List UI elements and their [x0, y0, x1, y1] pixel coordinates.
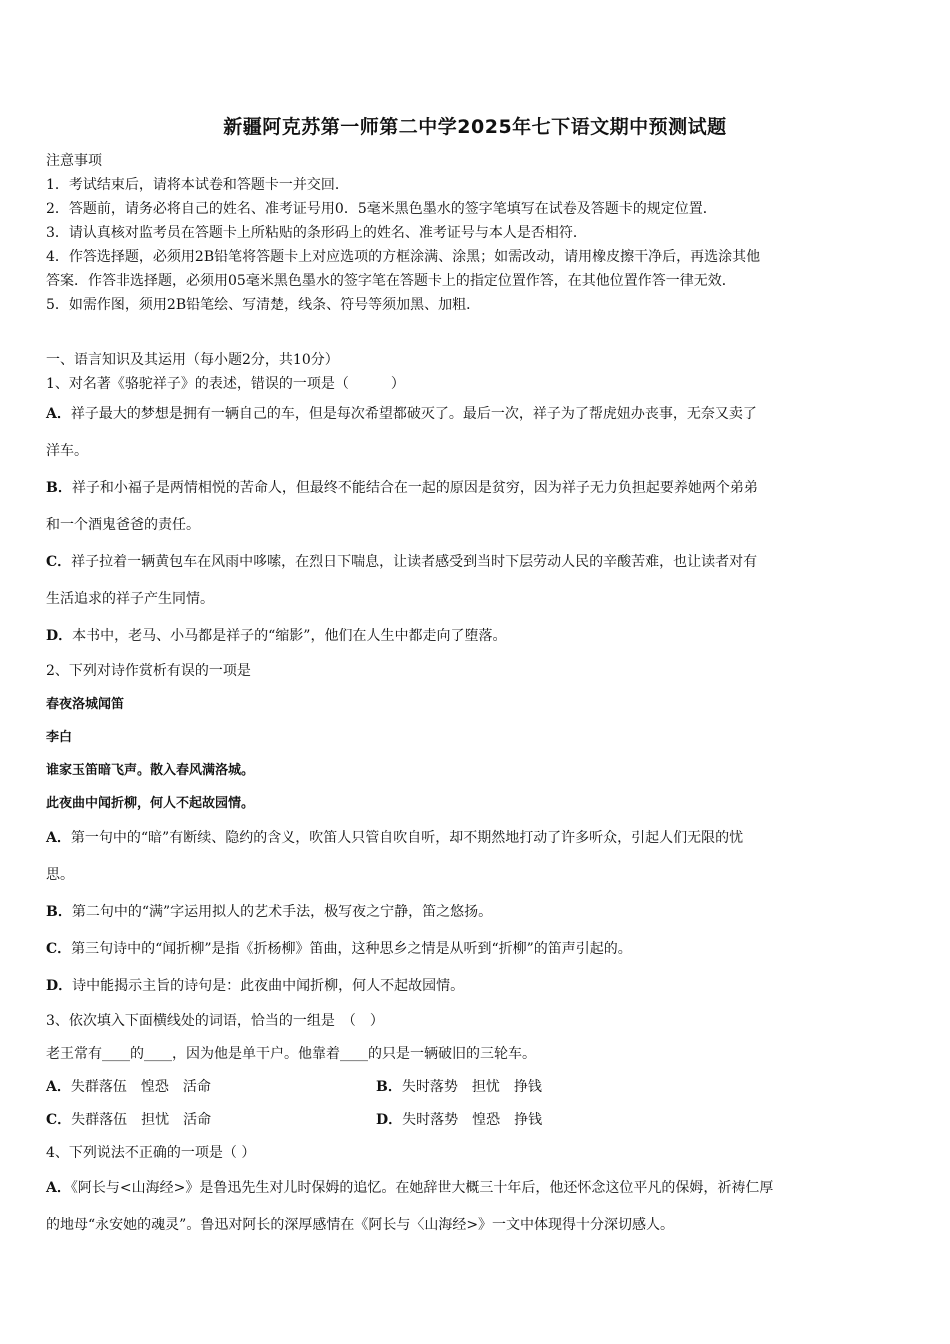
- option-d: [46, 968, 908, 1005]
- option-a: [46, 396, 908, 470]
- page-title: 新疆阿克苏第一师第二中学2025年七下语文期中预测试题: [223, 116, 727, 138]
- option-text: 失时落势 惶恐 挣钱: [402, 1112, 543, 1128]
- option-label: A．: [46, 406, 71, 422]
- poem-title: 春夜洛城闻笛: [46, 697, 125, 712]
- question-stem: 4、下列说法不正确的一项是（ ）: [46, 1145, 256, 1161]
- option-b: [46, 470, 908, 544]
- notice-item: 2．答题前，请务必将自己的姓名、准考证号用0．5毫米黑色墨水的签字笔填写在试卷及答题卡的规定位置．: [46, 201, 717, 217]
- option-d: [376, 1104, 706, 1137]
- section-heading: 一、语言知识及其运用（每小题2分，共10分）: [46, 352, 339, 368]
- notice-heading: 注意事项: [46, 153, 102, 169]
- notice-item: 5．如需作图，须用2B铅笔绘、写清楚，线条、符号等须加黑、加粗．: [46, 297, 481, 313]
- option-label: B．: [46, 904, 72, 920]
- option-label: B．: [376, 1079, 402, 1095]
- option-label: B．: [46, 480, 72, 496]
- notice-section: [46, 149, 908, 317]
- option-label: A．: [46, 1180, 71, 1196]
- option-c: [46, 544, 908, 618]
- option-label: C．: [46, 1112, 72, 1128]
- poem-line: 此夜曲中闻折柳，何人不起故园情。: [46, 796, 255, 811]
- option-text: 失群落伍 担忧 活命: [71, 1112, 212, 1128]
- option-text: 第三句诗中的“闻折柳”是指《折杨柳》笛曲，这种思乡之情是从听到“折柳”的笛声引起的。: [71, 941, 632, 957]
- poem-author: 李白: [46, 730, 73, 745]
- option-label: D．: [46, 978, 73, 994]
- question-1: [46, 372, 908, 1244]
- option-a: [46, 1071, 376, 1104]
- notice-item: 3．请认真核对监考员在答题卡上所粘贴的条形码上的姓名、准考证号与本人是否相符．: [46, 225, 587, 241]
- option-text: 本书中，老马、小马都是祥子的“缩影”，他们在人生中都走向了堕落。: [72, 628, 507, 644]
- poem: [46, 688, 908, 820]
- poem-line: 谁家玉笛暗飞声。散入春风满洛城。: [46, 763, 255, 778]
- option-a: [46, 820, 908, 894]
- question-stem: 2、下列对诗作赏析有误的一项是: [46, 663, 251, 679]
- option-text: 祥子和小福子是两情相悦的苦命人，但最终不能结合在一起的原因是贫穷，因为祥子无力负担起要养她两个弟弟: [71, 480, 758, 496]
- question-stem: 3、依次填入下面横线处的词语，恰当的一组是 （ ）: [46, 1013, 384, 1029]
- option-row: [46, 1071, 908, 1104]
- question-sentence: 老王常有____的____，因为他是单干户。他靠着____的只是一辆破旧的三轮车。: [46, 1046, 536, 1062]
- option-b: [376, 1071, 706, 1104]
- option-text: 祥子最大的梦想是拥有一辆自己的车，但是每次希望都破灭了。最后一次，祥子为了帮虎妞办丧事，无奈又卖了: [70, 406, 757, 422]
- option-label: A．: [46, 830, 71, 846]
- option-label: D．: [376, 1112, 403, 1128]
- option-c: [46, 931, 908, 968]
- option-c: [46, 1104, 376, 1137]
- notice-item: 4．作答选择题，必须用2B铅笔将答题卡上对应选项的方框涂满、涂黑；如需改动，请用橡皮擦干净后，再选涂其他: [46, 249, 761, 265]
- option-a: [46, 1170, 908, 1244]
- option-text: 失时落势 担忧 挣钱: [401, 1079, 542, 1095]
- notice-item: 答案．作答非选择题，必须用05毫米黑色墨水的签字笔在答题卡上的指定位置作答，在其他位置作答一律无效．: [46, 273, 736, 289]
- option-text: 《阿长与<山海经>》是鲁迅先生对儿时保姆的追忆。在她辞世大概三十年后，他还怀念这位平凡的保姆，祈祷仁厚: [70, 1180, 774, 1196]
- option-text: 洋车。: [46, 443, 88, 459]
- question-stem: 1、对名著《骆驼祥子》的表述，错误的一项是（ ）: [46, 376, 405, 392]
- option-text: 第二句中的“满”字运用拟人的艺术手法，极写夜之宁静，笛之悠扬。: [71, 904, 493, 920]
- option-row: [46, 1104, 908, 1137]
- option-d: [46, 618, 908, 655]
- option-text: 生活追求的祥子产生同情。: [46, 591, 214, 607]
- option-b: [46, 894, 908, 931]
- option-text: 失群落伍 惶恐 活命: [70, 1079, 211, 1095]
- option-label: A．: [46, 1079, 71, 1095]
- option-text: 祥子拉着一辆黄包车在风雨中哆嗦，在烈日下喘息，让读者感受到当时下层劳动人民的辛酸苦难，也让读者对有: [71, 554, 758, 570]
- option-text: 诗中能揭示主旨的诗句是：此夜曲中闻折柳，何人不起故园情。: [72, 978, 465, 994]
- notice-item: 1．考试结束后，请将本试卷和答题卡一并交回．: [46, 177, 349, 193]
- option-label: C．: [46, 554, 72, 570]
- option-text: 的地母“永安她的魂灵”。鲁迅对阿长的深厚感情在《阿长与〈山海经>》一文中体现得十分深切感人。: [46, 1217, 675, 1233]
- option-label: C．: [46, 941, 72, 957]
- option-text: 和一个酒鬼爸爸的责任。: [46, 517, 200, 533]
- option-text: 思。: [46, 867, 74, 883]
- option-label: D．: [46, 628, 73, 644]
- option-text: 第一句中的“暗”有断续、隐约的含义，吹笛人只管自吹自听，却不期然地打动了许多听众，引起人们无限的忧: [70, 830, 744, 846]
